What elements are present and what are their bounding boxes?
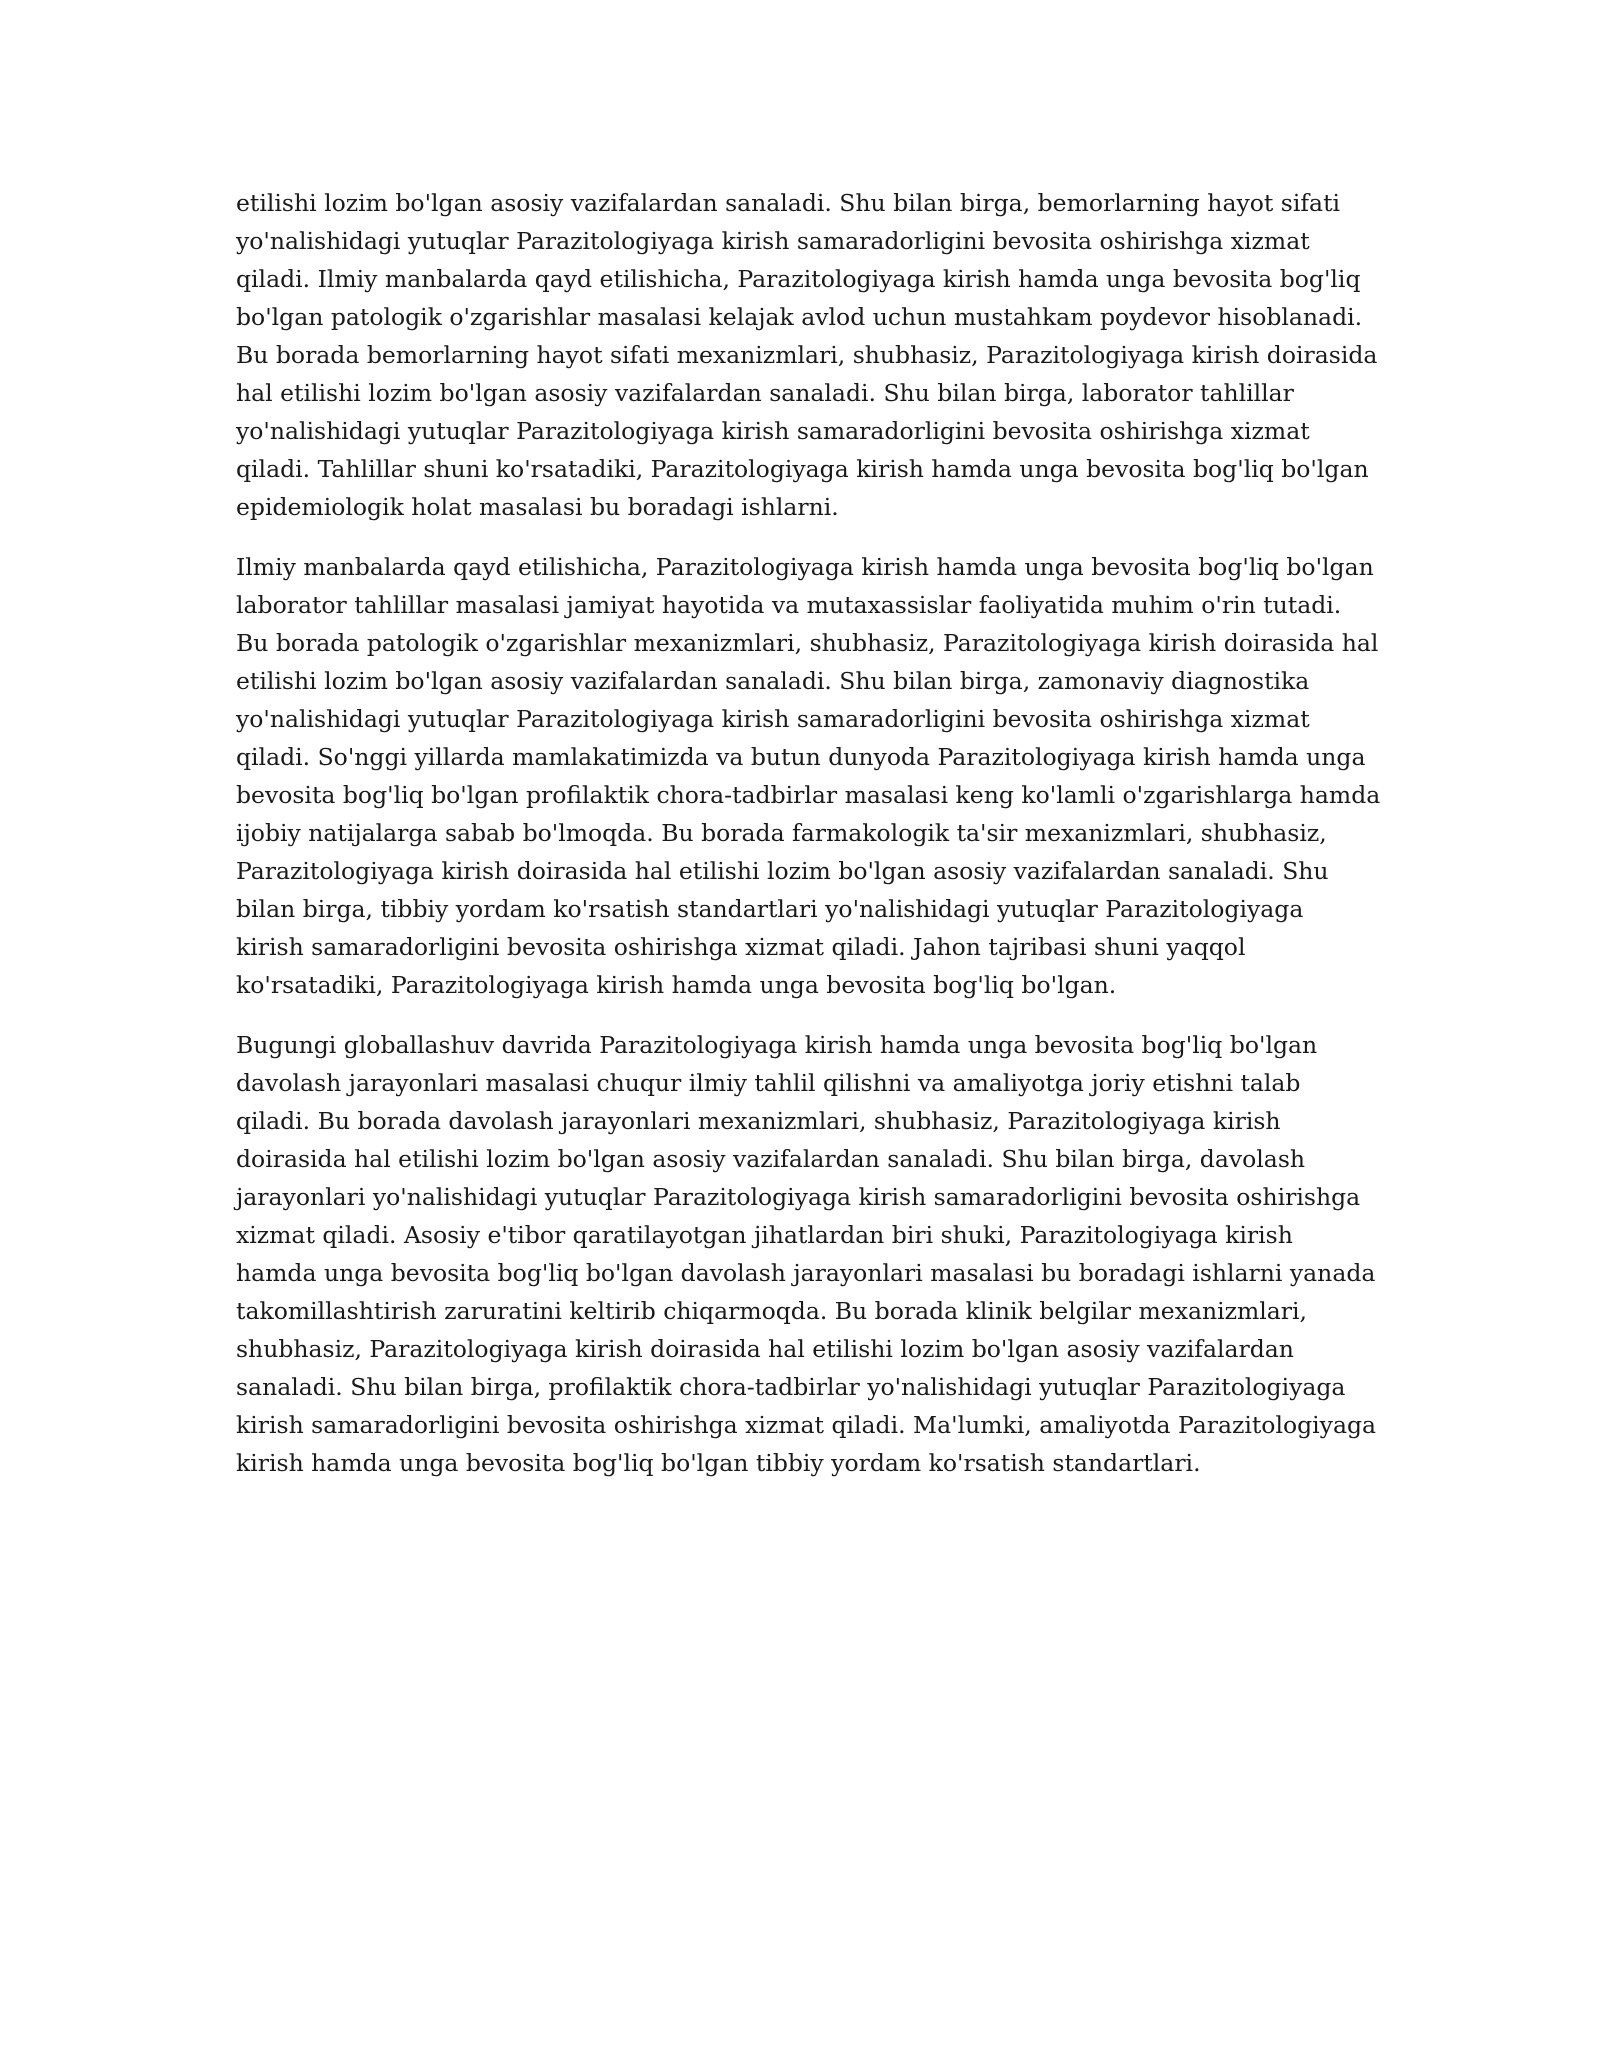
text-line: yo'nalishidagi yutuqlar Parazitologiyaga kirish samaradorligini bevosita oshirishga xizmat <box>236 705 1310 733</box>
text-line: sanaladi. Shu bilan birga, profilaktik chora-tadbirlar yo'nalishidagi yutuqlar Parazitologiyaga <box>236 1373 1346 1401</box>
text-line: davolash jarayonlari masalasi chuqur ilmiy tahlil qilishni va amaliyotga joriy etishni talab <box>236 1069 1301 1097</box>
text-line: yo'nalishidagi yutuqlar Parazitologiyaga kirish samaradorligini bevosita oshirishga xizmat <box>236 227 1310 255</box>
text-line: bilan birga, tibbiy yordam ko'rsatish standartlari yo'nalishidagi yutuqlar Parazitologiyaga <box>236 895 1304 923</box>
paragraph-3 <box>236 1026 1376 1482</box>
text-line: ko'rsatadiki, Parazitologiyaga kirish hamda unga bevosita bog'liq bo'lgan. <box>236 971 1117 999</box>
text-line: Bu borada patologik o'zgarishlar mexanizmlari, shubhasiz, Parazitologiyaga kirish doirasida hal <box>236 629 1379 657</box>
text-line: Bu borada bemorlarning hayot sifati mexanizmlari, shubhasiz, Parazitologiyaga kirish doirasida <box>236 341 1378 369</box>
text-line: xizmat qiladi. Asosiy e'tibor qaratilayotgan jihatlardan biri shuki, Parazitologiyaga kirish <box>236 1221 1293 1249</box>
document-body <box>236 184 1381 1504</box>
paragraph-2 <box>236 548 1381 1004</box>
text-line: laborator tahlillar masalasi jamiyat hayotida va mutaxassislar faoliyatida muhim o'rin tutadi. <box>236 591 1342 619</box>
text-line: epidemiologik holat masalasi bu boradagi ishlarni. <box>236 493 839 521</box>
text-line: yo'nalishidagi yutuqlar Parazitologiyaga kirish samaradorligini bevosita oshirishga xizmat <box>236 417 1310 445</box>
text-line: kirish samaradorligini bevosita oshirishga xizmat qiladi. Ma'lumki, amaliyotda Parazitologiyaga <box>236 1411 1377 1439</box>
text-line: qiladi. Ilmiy manbalarda qayd etilishicha, Parazitologiyaga kirish hamda unga bevosita bog'liq <box>236 265 1361 293</box>
text-line: kirish hamda unga bevosita bog'liq bo'lgan tibbiy yordam ko'rsatish standartlari. <box>236 1449 1201 1477</box>
text-line: Bugungi globallashuv davrida Parazitologiyaga kirish hamda unga bevosita bog'liq bo'lgan <box>236 1031 1318 1059</box>
paragraph-1 <box>236 184 1376 526</box>
text-line: qiladi. Tahlillar shuni ko'rsatadiki, Parazitologiyaga kirish hamda unga bevosita bog'liq bo'lgan <box>236 455 1369 483</box>
text-line: etilishi lozim bo'lgan asosiy vazifalardan sanaladi. Shu bilan birga, bemorlarning hayot sifati <box>236 189 1341 217</box>
text-line: jarayonlari yo'nalishidagi yutuqlar Parazitologiyaga kirish samaradorligini bevosita oshirishga <box>236 1183 1361 1211</box>
text-line: shubhasiz, Parazitologiyaga kirish doirasida hal etilishi lozim bo'lgan asosiy vazifalardan <box>236 1335 1294 1363</box>
text-line: bo'lgan patologik o'zgarishlar masalasi kelajak avlod uchun mustahkam poydevor hisoblanadi. <box>236 303 1363 331</box>
text-line: kirish samaradorligini bevosita oshirishga xizmat qiladi. Jahon tajribasi shuni yaqqol <box>236 933 1246 961</box>
text-line: qiladi. Bu borada davolash jarayonlari mexanizmlari, shubhasiz, Parazitologiyaga kirish <box>236 1107 1281 1135</box>
text-line: hamda unga bevosita bog'liq bo'lgan davolash jarayonlari masalasi bu boradagi ishlarni yanada <box>236 1259 1376 1287</box>
text-line: doirasida hal etilishi lozim bo'lgan asosiy vazifalardan sanaladi. Shu bilan birga, davolash <box>236 1145 1306 1173</box>
text-line: ijobiy natijalarga sabab bo'lmoqda. Bu borada farmakologik ta'sir mexanizmlari, shubhasiz, <box>236 819 1327 847</box>
text-line: takomillashtirish zaruratini keltirib chiqarmoqda. Bu borada klinik belgilar mexanizmlari, <box>236 1297 1308 1325</box>
text-line: hal etilishi lozim bo'lgan asosiy vazifalardan sanaladi. Shu bilan birga, laborator tahlillar <box>236 379 1294 407</box>
text-line: etilishi lozim bo'lgan asosiy vazifalardan sanaladi. Shu bilan birga, zamonaviy diagnostika <box>236 667 1310 695</box>
text-line: bevosita bog'liq bo'lgan profilaktik chora-tadbirlar masalasi keng ko'lamli o'zgarishlarga hamda <box>236 781 1381 809</box>
text-line: qiladi. So'nggi yillarda mamlakatimizda va butun dunyoda Parazitologiyaga kirish hamda unga <box>236 743 1366 771</box>
text-line: Parazitologiyaga kirish doirasida hal etilishi lozim bo'lgan asosiy vazifalardan sanaladi. Shu <box>236 857 1329 885</box>
text-line: Ilmiy manbalarda qayd etilishicha, Parazitologiyaga kirish hamda unga bevosita bog'liq bo'lgan <box>236 553 1374 581</box>
